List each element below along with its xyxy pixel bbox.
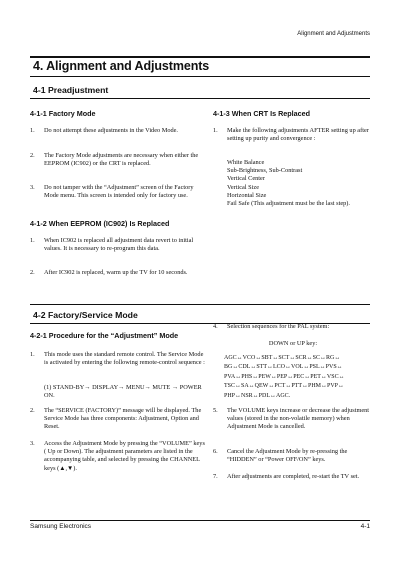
item-number: 2. (30, 152, 35, 159)
footer-company: Samsung Electronics (30, 523, 92, 530)
chapter-rule-bottom (30, 76, 370, 77)
item-number: 6. (213, 448, 218, 455)
section-title-4-2: 4-2 Factory/Service Mode (33, 310, 138, 320)
list-item (30, 237, 205, 253)
chapter-rule-top (30, 56, 370, 58)
item-text: After IC902 is replaced, warm up the TV for 10 seconds. (44, 269, 188, 276)
pal-sequence-line: BG↔CDL↔STT↔LCO↔VOL↔PSL↔PVS↔ (224, 364, 343, 371)
list-item (30, 351, 205, 367)
item-text: Do not tamper with the “Adjustment” screen of the Factory Mode menu. This screen is intended only for factory use. (44, 184, 194, 200)
adjustment-entry: Vertical Center (227, 175, 265, 183)
item-number: 2. (30, 269, 35, 276)
item-text: Make the following adjustments AFTER setting up after setting up purity and convergence : (227, 127, 369, 143)
adjustment-entry: Fail Safe (This adjustment must be the last step). (227, 200, 350, 208)
section-rule-4-1 (30, 98, 370, 99)
item-number: 4. (213, 323, 218, 330)
subsection-title-4-2-1: 4-2-1 Procedure for the “Adjustment” Mode (30, 331, 179, 340)
item-text: Access the Adjustment Mode by pressing the “VOLUME” keys ( Up or Down). The adjustment parameters are listed in the accompanying table, and selected by pressing the CHANNEL keys (▲,▼). (44, 440, 205, 472)
section-title-4-1: 4-1 Preadjustment (33, 85, 109, 95)
item-number: 1. (30, 237, 35, 244)
list-item (30, 127, 205, 135)
item-number: 1. (30, 127, 35, 134)
item-number: 3. (30, 184, 35, 191)
list-item (30, 152, 205, 168)
item-number: 7. (213, 473, 218, 480)
list-item (30, 407, 205, 432)
list-item (213, 407, 373, 432)
page-number: 4-1 (360, 523, 370, 530)
item-text: The VOLUME keys increase or decrease the adjustment values (stored in the non-volatile memory) when Adjustment Mode is cancelled. (227, 407, 370, 431)
item-text: Do not attempt these adjustments in the Video Mode. (44, 127, 178, 134)
adjustment-entry: White Balance (227, 159, 265, 166)
adjustment-entry: Vertical Size (227, 183, 259, 191)
list-item (213, 473, 373, 481)
item-text: The “SERVICE (FACTORY)” message will be displayed. The Service Mode has three components: Adjustment, Option and Reset. (44, 407, 202, 431)
list-item (213, 448, 373, 464)
pal-sequence-line: AGC↔VCO↔SBT↔SCT↔SCR↔SC↔RG↔ (224, 355, 341, 361)
pal-sequence-line: PHP↔NSR↔PDL↔AGC. (224, 392, 291, 399)
subsection-title-4-1-2: 4-1-2 When EEPROM (IC902) Is Replaced (30, 219, 170, 228)
running-header: Alignment and Adjustments (297, 31, 370, 37)
chapter-title: 4. Alignment and Adjustments (33, 59, 210, 73)
item-text: This mode uses the standard remote control. The Service Mode is activated by entering the following remote-control sequence : (44, 351, 205, 367)
item-text: After adjustments are completed, re-start the TV set. (227, 473, 360, 480)
adjustment-list (227, 159, 372, 208)
list-item (30, 440, 205, 473)
item-text: Cancel the Adjustment Mode by re-pressing the “HIDDEN” or “Power OFF/ON” keys. (227, 448, 348, 464)
item-number: 5. (213, 407, 218, 414)
item-number: 2. (30, 407, 35, 414)
item-text: Selection sequences for the PAL system: (227, 323, 330, 330)
item-number: 3. (30, 440, 35, 447)
item-number: 1. (30, 351, 35, 358)
adjustment-entry: Horizontal Size (227, 191, 267, 199)
pal-sequence (224, 354, 374, 401)
list-item (30, 184, 205, 200)
list-item (30, 269, 205, 277)
item-text: When IC902 is replaced all adjustment data revert to initial values. It is necessary to re-program this data. (44, 237, 194, 253)
remote-sequence: (1) STAND-BY→ DISPLAY→ MENU→ MUTE → POWER ON. (44, 384, 202, 400)
pal-sequence-line: TSC↔SA↔QEW↔PCT↔PTT↔PHM↔PVP↔ (224, 383, 345, 390)
item-text: The Factory Mode adjustments are necessary when either the EEPROM (IC902) or the CRT is replaced. (44, 152, 199, 168)
adjustment-entry: Sub-Brightness, Sub-Contrast (227, 167, 303, 175)
pal-sequence-line: PVA↔PHS↔PEW↔PEP↔PEC↔PET↔VSC↔ (224, 373, 345, 380)
key-label: DOWN or UP key: (268, 340, 318, 347)
section-rule-4-2-top (30, 304, 370, 305)
footer-rule (30, 520, 370, 521)
subsection-title-4-1-1: 4-1-1 Factory Mode (30, 109, 96, 118)
subsection-title-4-1-3: 4-1-3 When CRT Is Replaced (213, 109, 311, 118)
list-item (213, 127, 373, 143)
list-item (213, 323, 373, 331)
item-number: 1. (213, 127, 218, 134)
